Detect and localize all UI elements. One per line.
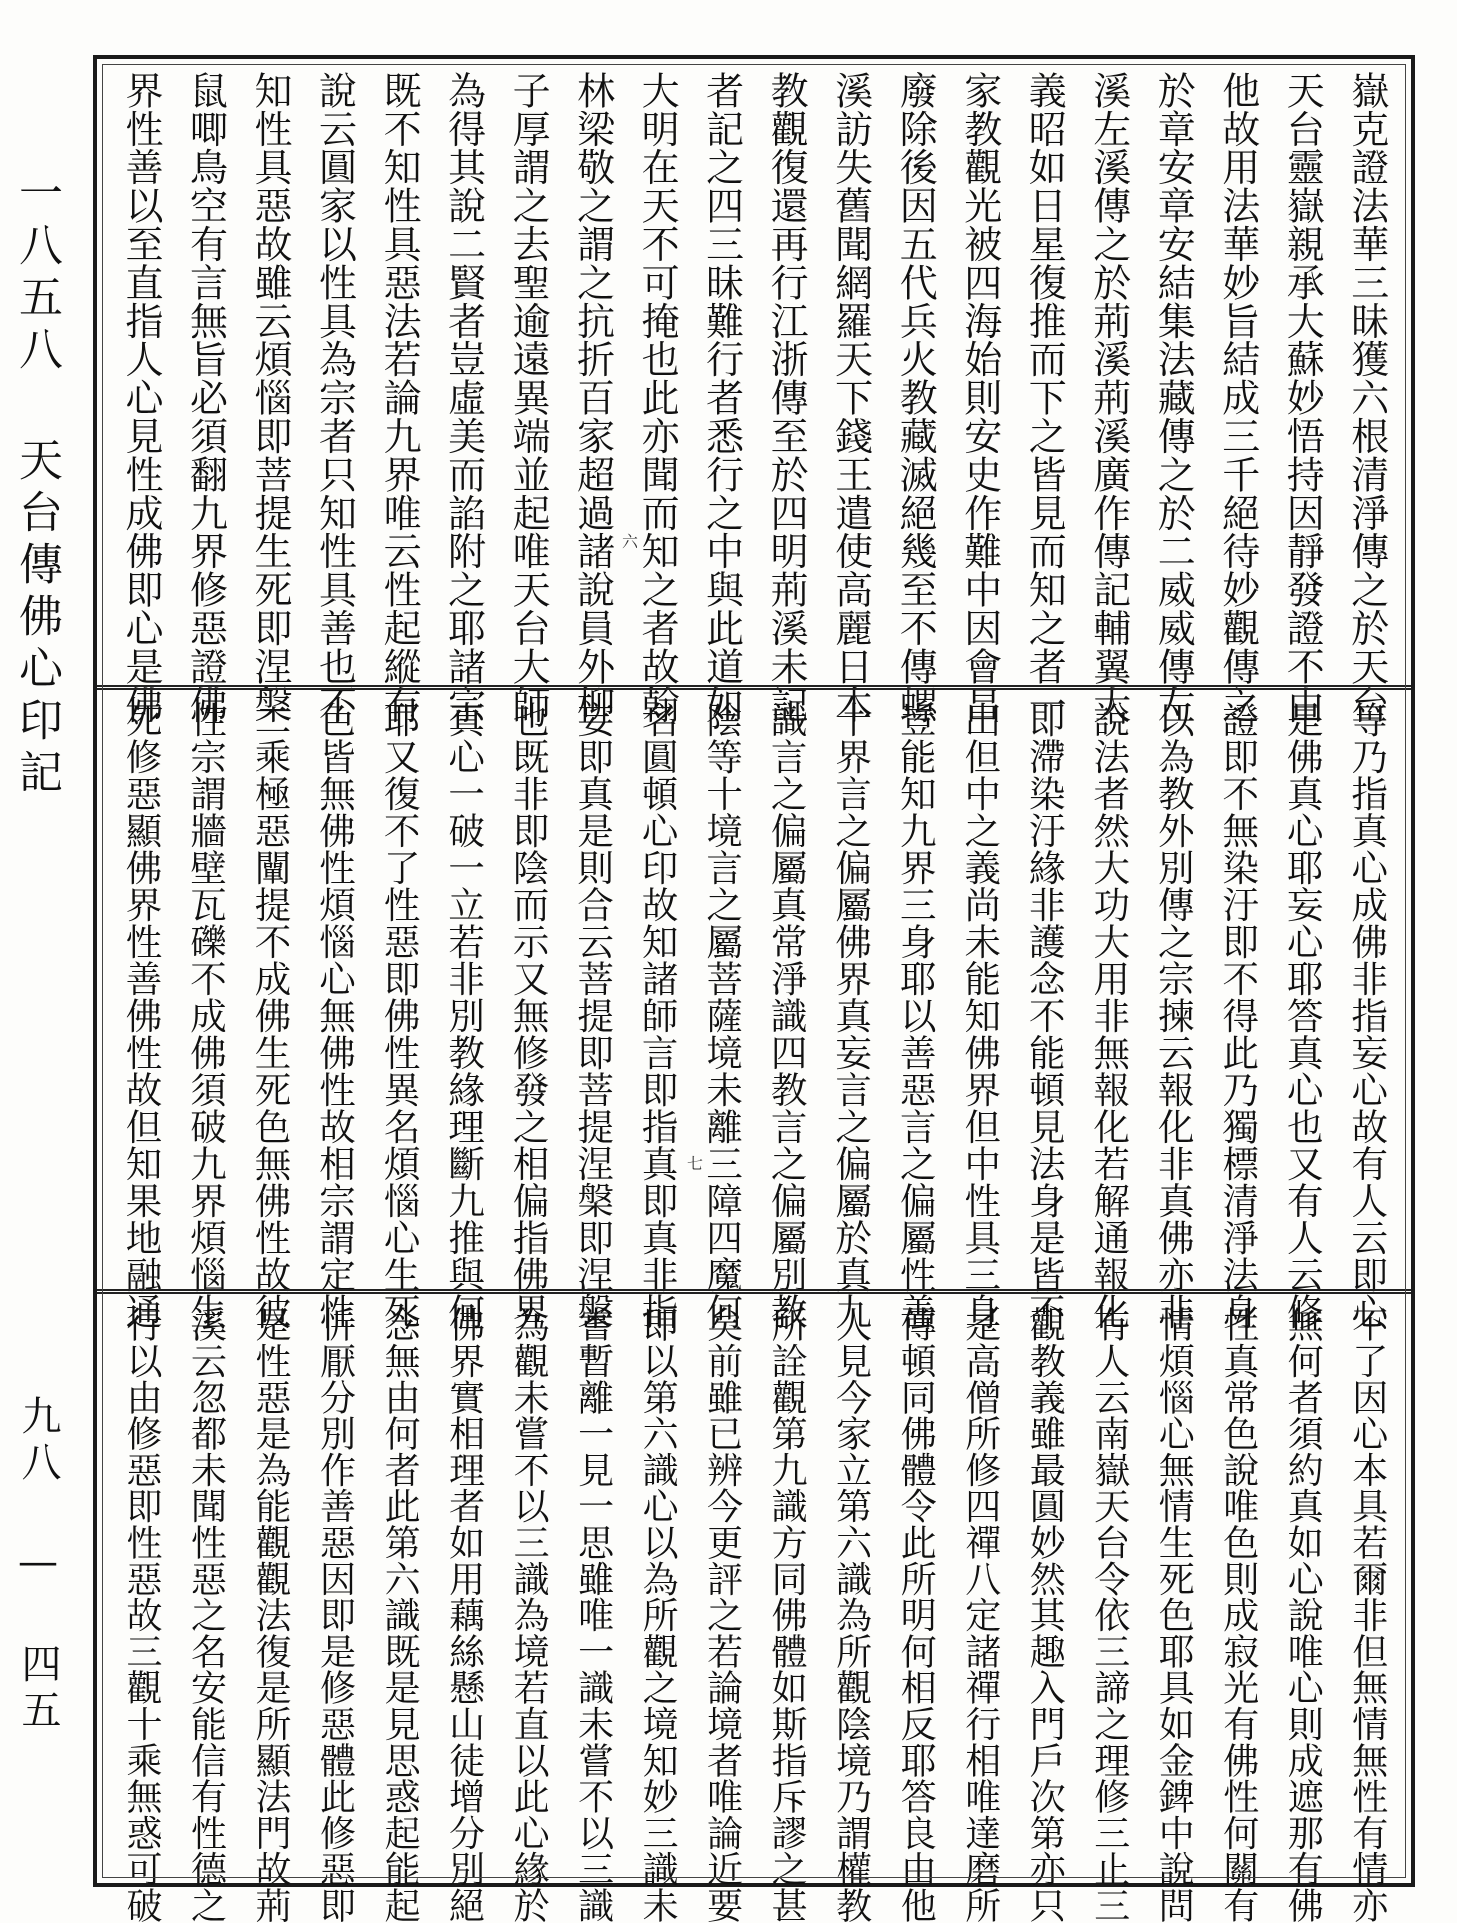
text-column: 林梁敬之謂之抗折百家超過諸說員外柳 <box>570 71 615 724</box>
text-column: 所詮觀第九識方同佛體如斯指斥謬之甚 <box>766 1306 808 1923</box>
text-column: 於章安章安結集法藏傳之於二威威傳左 <box>1151 71 1196 724</box>
text-column: 鼠唧鳥空有言無旨必須翻九界修惡證佛 <box>183 71 228 724</box>
text-column: 為得其說二賢者豈虛美而諂附之耶諸宗 <box>441 71 486 724</box>
text-column: 佛界實相理者如用藕絲懸山徒增分別絕 <box>443 1306 485 1923</box>
text-column: 二乘極惡闡提不成佛生死色無佛性故彼 <box>249 701 293 1330</box>
text-column: 是高僧所修四禪八定諸禪行相唯達磨所 <box>959 1306 1001 1923</box>
text-column: 有人云南嶽天台令依三諦之理修三止三 <box>1088 1306 1130 1923</box>
text-column: 既不知性具惡法若論九界唯云性起縱有 <box>377 71 422 724</box>
text-column: 等乃指真心成佛非指妄心故有人云即心 <box>1345 701 1389 1330</box>
text-column: 行以由修惡即性惡故三觀十乘無惑可破 <box>121 1306 162 1923</box>
text-column: 性宗謂牆壁瓦礫不成佛須破九界煩惱生 <box>184 701 228 1330</box>
text-column: 情煩惱心無情生死色耶具如金錍中說問 <box>1153 1306 1195 1923</box>
text-column: 是佛真心耶妄心耶答真心也又有人云修 <box>1281 701 1325 1330</box>
text-column: 真心一破一立若非別教緣理斷九推與何 <box>442 701 486 1330</box>
page-frame <box>93 55 1415 1923</box>
text-column: 觀教義雖最圓妙然其趣入門戶次第亦只 <box>1024 1306 1066 1923</box>
text-column: 忻厭分別作善惡因即是修惡體此修惡即 <box>314 1306 356 1923</box>
text-column: 識言之偏屬真常淨識四教言之偏屬別教 <box>765 701 809 1330</box>
text-column: 豈能知九界三身耶以善惡言之偏屬性善 <box>894 701 938 1330</box>
text-column: 即以第六識心以為所觀之境知妙三識未 <box>637 1306 679 1923</box>
text-column: 家教觀光被四海始則安史作難中因會昌 <box>957 71 1002 724</box>
margin-title: 一八五八 天台傳佛心印記 <box>11 170 62 801</box>
text-column: 十界言之偏屬佛界真妄言之偏屬於真九 <box>829 701 873 1330</box>
text-column: 也既非即陰而示又無修發之相偏指佛界 <box>507 701 551 1330</box>
text-column: 即滯染汙緣非護念不能頓見法身是皆不 <box>1023 701 1067 1330</box>
text-column: 性真常色說唯色則成寂光有佛性何關有 <box>1217 1306 1259 1923</box>
text-column: 大明在天不可掩也此亦聞而知之者故翰 <box>635 71 680 724</box>
text-column: 天台靈嶽親承大蘇妙悟持因靜發證不由 <box>1280 71 1325 724</box>
text-column: 是性惡是為能觀觀法復是所顯法門故荊 <box>250 1306 292 1923</box>
text-column: 他故用法華妙旨結成三千絕待妙觀傳之 <box>1215 71 1260 724</box>
text-column: 陰等十境言之屬菩薩境未離三障四魔何 <box>700 701 744 1330</box>
text-column: 知性具惡故雖云煩惱即菩提生死即涅槃 <box>248 71 293 724</box>
text-column: 義昭如日星復推而下之皆見而知之者一 <box>1022 71 1067 724</box>
text-column: 子厚謂之去聖逾遠異端並起唯天台大師 <box>506 71 551 724</box>
text-column: 念無由何者此第六識既是見思惑起能起 <box>379 1306 421 1923</box>
text-column: 界性善以至直指人心見性成佛即心是佛 <box>119 71 163 724</box>
text-column: 以為教外別傳之宗揀云報化非真佛亦非 <box>1152 701 1196 1330</box>
text-column: 溪云忽都未聞性惡之名安能信有性德之 <box>185 1306 227 1923</box>
text-column: 耶又復不了性惡即佛性異名煩惱心生死 <box>378 701 422 1330</box>
text-column: 嶽克證法華三昧獲六根清淨傳之於天台 <box>1344 71 1389 724</box>
text-column: 人見今家立第六識為所觀陰境乃謂權教 <box>830 1306 872 1923</box>
text-column: 出但中之義尚未能知佛界但中性具三身 <box>958 701 1002 1330</box>
text-column: 教觀復還再行江浙傳至於四明荊溪未記 <box>764 71 809 724</box>
text-column: 者記之四三昧難行者悉行之中與此道如 <box>699 71 744 724</box>
text-column: 名圓頓心印故知諸師言即指真即真非指 <box>636 701 680 1330</box>
text-column: 證即不無染汙即不得此乃獨標清淨法身 <box>1216 701 1260 1330</box>
text-column: 色皆無佛性煩惱心無佛性故相宗謂定性 <box>313 701 357 1330</box>
text-column: 傳頓同佛體令此所明何相反耶答良由他 <box>895 1306 937 1923</box>
text-column: 妄即真是則合云菩提即菩提涅槃即涅槃 <box>571 701 615 1330</box>
text-column: 說云圓家以性具為宗者只知性具善也不 <box>312 71 357 724</box>
text-column: 死修惡顯佛界性善佛性故但知果地融通 <box>120 701 163 1330</box>
margin-page-number: 九八 — 四五 <box>15 1395 61 1735</box>
text-column: 不了因心本具若爾非但無情無性有情亦 <box>1346 1306 1388 1923</box>
register-top <box>97 59 1411 724</box>
collation-note: 六 <box>622 532 639 551</box>
text-column: 嘗暫離一見一思雖唯一識未嘗不以三識 <box>572 1306 614 1923</box>
text-column: 無何者須約真如心說唯心則成遮那有佛 <box>1282 1306 1324 1923</box>
text-column: 溪訪失舊聞網羅天下錢王遣使高麗日本 <box>828 71 873 724</box>
collation-note: 七 <box>687 1154 704 1173</box>
text-column: 廢除後因五代兵火教藏滅絕幾至不傳螺 <box>893 71 938 724</box>
text-column: 溪左溪傳之於荊溪荊溪廣作傳記輔翼大 <box>1086 71 1131 724</box>
text-column: 為觀未嘗不以三識為境若直以此心緣於 <box>508 1306 550 1923</box>
text-column: 矣前雖已辨今更評之若論境者唯論近要 <box>701 1306 743 1923</box>
register-middle <box>97 689 1411 1330</box>
text-column: 說法者然大功大用非無報化若解通報化 <box>1087 701 1131 1330</box>
register-bottom <box>97 1294 1411 1923</box>
